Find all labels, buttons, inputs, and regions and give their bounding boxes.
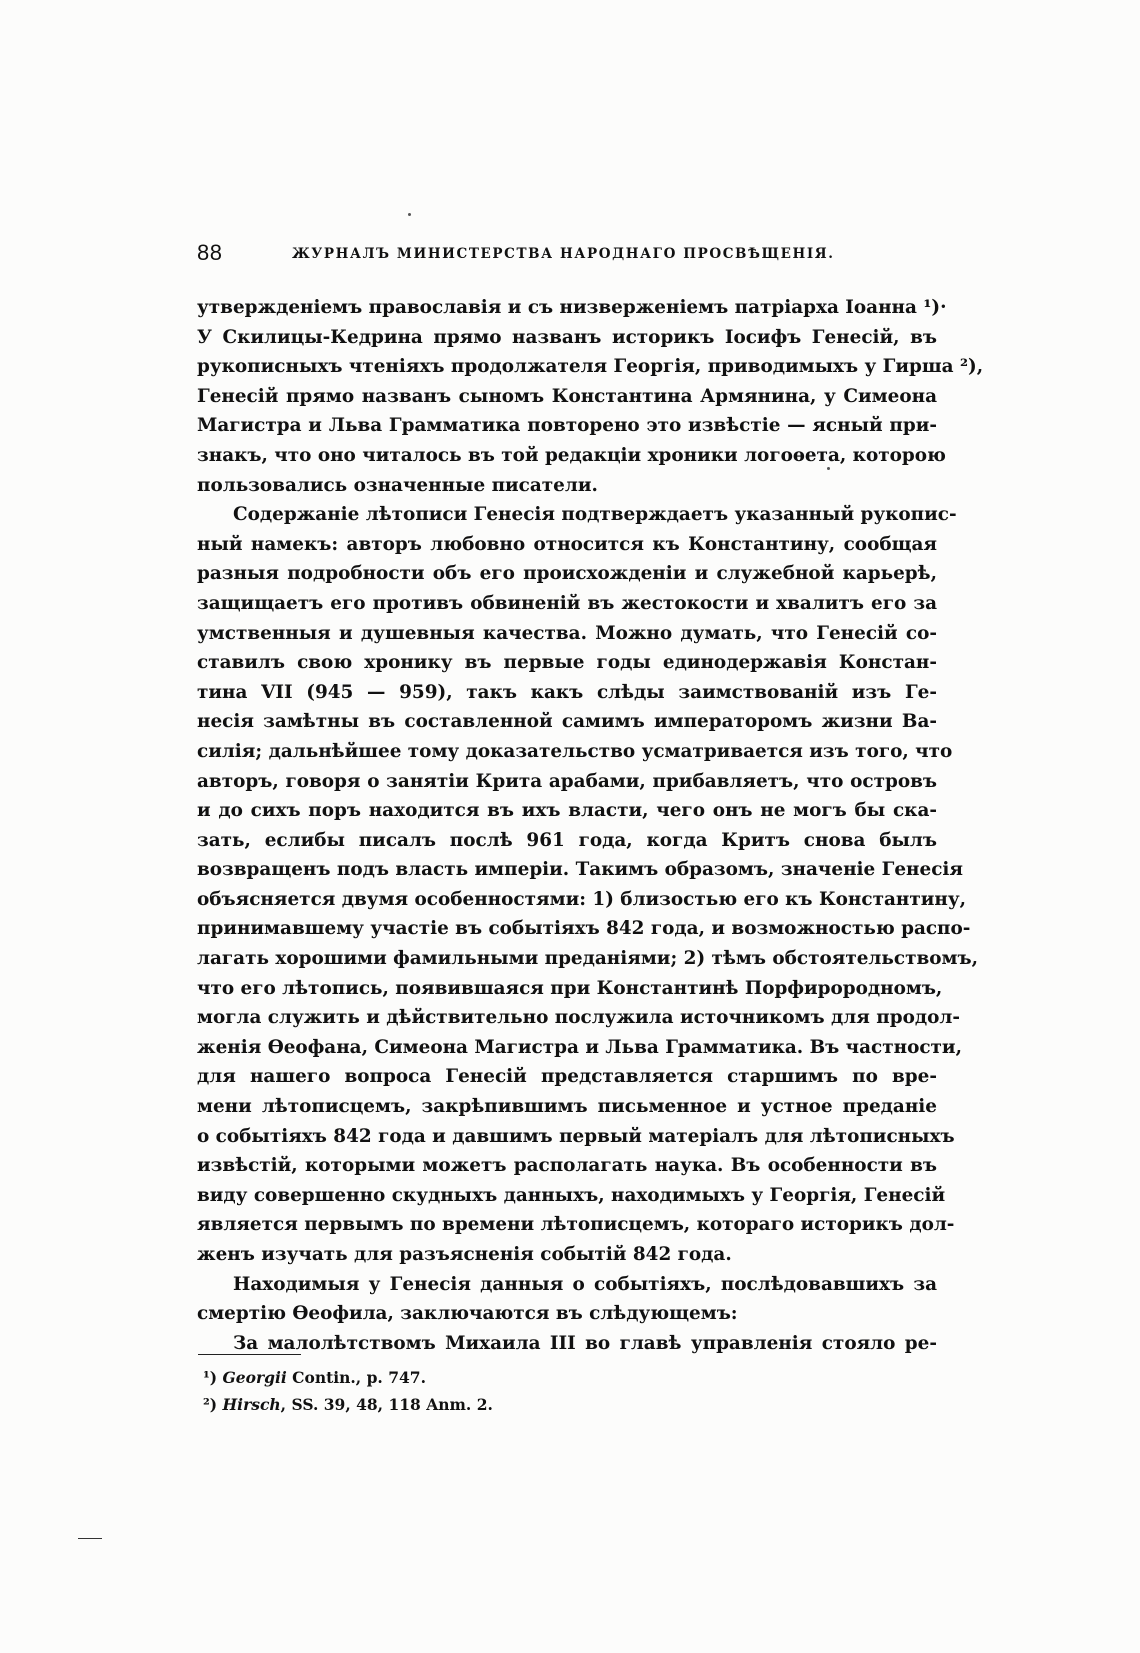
text-line: смертію Ѳеофила, заключаются въ слѣдующемъ: <box>197 1303 738 1325</box>
footnote-author: Hirsch <box>222 1395 281 1414</box>
page-number: 88 <box>197 240 223 265</box>
text-line: Находимыя у Генесія данныя о событіяхъ, послѣдовавшихъ за <box>233 1273 937 1295</box>
text-line: женія Ѳеофана, Симеона Магистра и Льва Грамматика. Въ частности, <box>197 1036 962 1058</box>
text-line: женъ изучать для разъясненія событій 842 года. <box>197 1244 732 1265</box>
text-line: пользовались означенные писатели. <box>197 474 598 496</box>
body-text <box>197 293 984 1358</box>
text-line: возвращенъ подъ власть имперіи. Такимъ образомъ, значеніе Генесія <box>197 859 963 881</box>
text-line: У Скилицы-Кедрина прямо названъ историкъ Іосифъ Генесій, въ <box>197 326 937 348</box>
footnotes <box>203 1364 493 1418</box>
text-line: и до сихъ поръ находится въ ихъ власти, чего онъ не могъ бы ска- <box>197 800 937 822</box>
footnote-author: Georgii <box>222 1368 287 1387</box>
text-line: для нашего вопроса Генесій представляется старшимъ по вре- <box>197 1066 937 1088</box>
text-line: защищаетъ его противъ обвиненій въ жестокости и хвалитъ его за <box>197 592 937 614</box>
paper-speck <box>408 213 411 216</box>
footnote-divider <box>198 1354 301 1355</box>
footnote <box>203 1364 493 1391</box>
footnote-marker: ²) <box>203 1395 218 1414</box>
text-line: знакъ, что оно читалось въ той редакціи хроники логоѳета, которою <box>197 444 946 466</box>
text-line: Содержаніе лѣтописи Генесія подтверждаетъ указанный рукопис- <box>233 504 957 526</box>
text-line: Генесій прямо названъ сыномъ Константина Армянина, у Симеона <box>197 385 937 407</box>
text-line: тина VII (945 — 959), такъ какъ слѣды заимствованій изъ Ге- <box>197 681 937 703</box>
footnote-text: Contin., p. 747. <box>286 1368 426 1387</box>
text-line: мени лѣтописцемъ, закрѣпившимъ письменное и устное преданіе <box>197 1096 937 1118</box>
text-line: принимавшему участіе въ событіяхъ 842 года, и возможностью распо- <box>197 918 971 940</box>
text-line: умственныя и душевныя качества. Можно думать, что Генесій со- <box>197 622 937 644</box>
text-line: о событіяхъ 842 года и давшимъ первый матеріалъ для лѣтописныхъ <box>197 1125 955 1147</box>
text-line: что его лѣтопись, появившаяся при Константинѣ Порфирородномъ, <box>197 977 943 999</box>
text-line: За малолѣтствомъ Михаила III во главѣ управленія стояло ре- <box>233 1332 937 1354</box>
text-line: ный намекъ: авторъ любовно относится къ Константину, сообщая <box>197 533 937 555</box>
text-line: виду совершенно скудныхъ данныхъ, находимыхъ у Георгія, Генесій <box>197 1184 946 1206</box>
text-line: Магистра и Льва Грамматика повторено это извѣстіе — ясный при- <box>197 415 937 437</box>
paper-speck <box>827 467 830 470</box>
text-line: лагать хорошими фамильными преданіями; 2) тѣмъ обстоятельствомъ, <box>197 948 979 970</box>
text-line: извѣстій, которыми можетъ располагать наука. Въ особенности въ <box>197 1155 937 1177</box>
footnote-text: , SS. 39, 48, 118 Anm. 2. <box>280 1395 493 1414</box>
running-title: ЖУРНАЛЪ МИНИСТЕРСТВА НАРОДНАГО ПРОСВѢЩЕНІЯ. <box>292 246 835 262</box>
text-line: авторъ, говоря о занятіи Крита арабами, прибавляетъ, что островъ <box>197 770 937 792</box>
text-line: является первымъ по времени лѣтописцемъ, котораго историкъ дол- <box>197 1214 955 1236</box>
text-line: разныя подробности объ его происхожденіи и служебной карьерѣ, <box>197 563 937 585</box>
page-header <box>197 240 937 274</box>
text-line: объясняется двумя особенностями: 1) близостью его къ Константину, <box>197 888 967 910</box>
text-line: силія; дальнѣйшее тому доказательство усматривается изъ того, что <box>197 740 953 762</box>
text-line: могла служить и дѣйствительно послужила источникомъ для продол- <box>197 1007 960 1029</box>
footnote-marker: ¹) <box>203 1368 218 1387</box>
text-line: зать, еслибы писалъ послѣ 961 года, когда Критъ снова былъ <box>197 829 937 851</box>
text-line: утвержденіемъ православія и съ низверженіемъ патріарха Іоанна ¹)· <box>197 297 947 318</box>
margin-mark <box>78 1538 102 1539</box>
text-line: ставилъ свою хронику въ первые годы единодержавія Констан- <box>197 652 937 674</box>
text-line: рукописныхъ чтеніяхъ продолжателя Георгія, приводимыхъ у Гирша ²), <box>197 356 984 378</box>
footnote <box>203 1391 493 1418</box>
text-line: несія замѣтны въ составленной самимъ императоромъ жизни Ва- <box>197 711 937 733</box>
